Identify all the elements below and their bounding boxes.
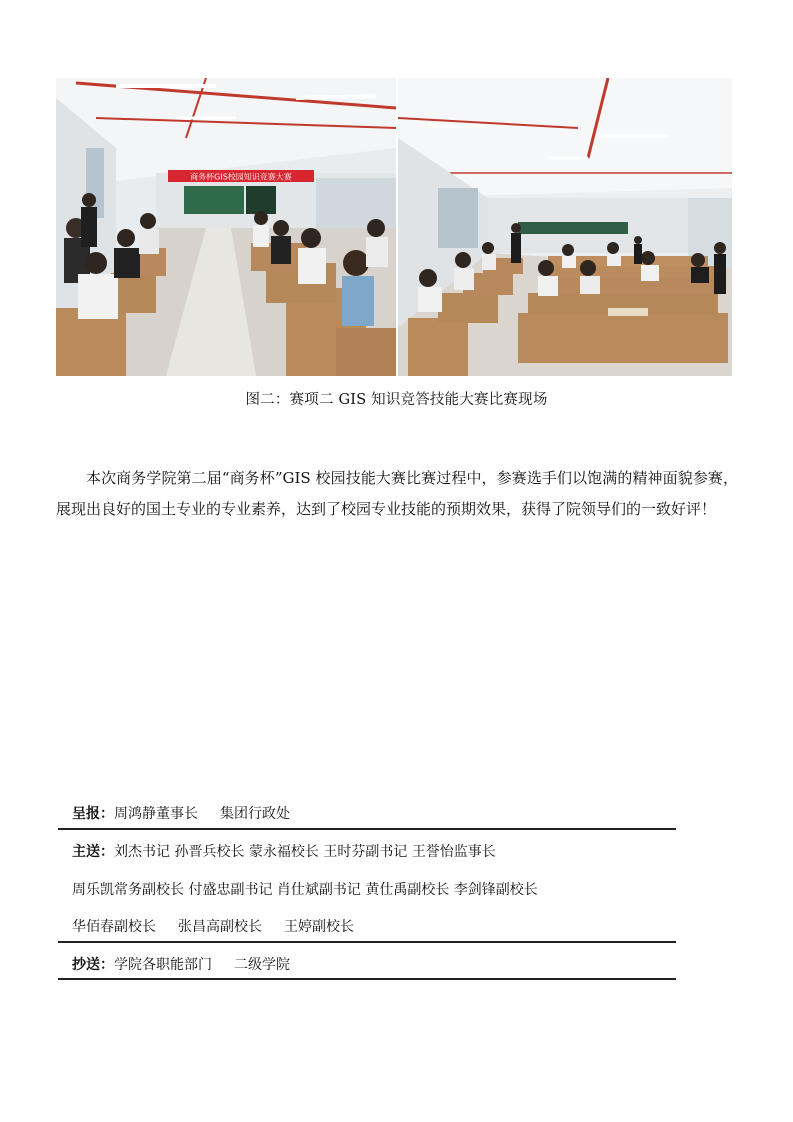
divider-line xyxy=(58,978,676,980)
figure-caption: 图二：赛项二 GIS 知识竞答技能大赛比赛现场 xyxy=(245,392,548,408)
competition-photo-right xyxy=(398,78,732,376)
report-label: 呈报： xyxy=(72,806,114,822)
divider-line xyxy=(58,828,676,830)
hall-photo-right-image xyxy=(398,78,732,376)
divider-line xyxy=(58,941,676,943)
send-recipient: 王誉怡监事长 xyxy=(411,844,496,860)
summary-paragraph: 本次商务学院第二届“商务杯”GIS 校园技能大赛比赛过程中，参赛选手们以饱满的精神面貌参赛，展现出良好的国土专业的专业素养，达到了校园专业技能的预期效果，获得了院领导们的一致好评！ xyxy=(56,469,738,518)
send-recipient: 周乐凯常务副校长 xyxy=(72,882,184,898)
send-recipient: 王婷副校长 xyxy=(284,919,354,935)
send-recipient: 黄仕禹副校长 xyxy=(365,882,450,898)
report-recipient: 周鸿静董事长 xyxy=(114,806,198,822)
send-recipient: 张昌高副校长 xyxy=(178,919,262,935)
send-recipient: 华佰春副校长 xyxy=(72,919,156,935)
copy-recipient: 二级学院 xyxy=(234,957,290,973)
copy-recipient: 学院各职能部门 xyxy=(114,957,212,973)
send-recipient: 蒙永福校长 xyxy=(248,844,319,860)
competition-photo-left xyxy=(56,78,396,376)
send-recipient: 付盛忠副书记 xyxy=(188,882,273,898)
hall-photo-left-image xyxy=(56,78,396,376)
send-recipient: 刘杰书记 xyxy=(114,844,170,860)
send-recipient: 李剑锋副校长 xyxy=(453,882,538,898)
report-recipient: 集团行政处 xyxy=(220,806,290,822)
copy-label: 抄送： xyxy=(72,957,114,973)
send-recipient: 肖仕斌副书记 xyxy=(276,882,361,898)
send-recipient: 王时芬副书记 xyxy=(323,844,408,860)
send-recipient: 孙晋兵校长 xyxy=(174,844,245,860)
send-label: 主送： xyxy=(72,844,114,860)
banner-text: 商务杯GIS校园知识竞赛大赛 xyxy=(190,172,292,182)
